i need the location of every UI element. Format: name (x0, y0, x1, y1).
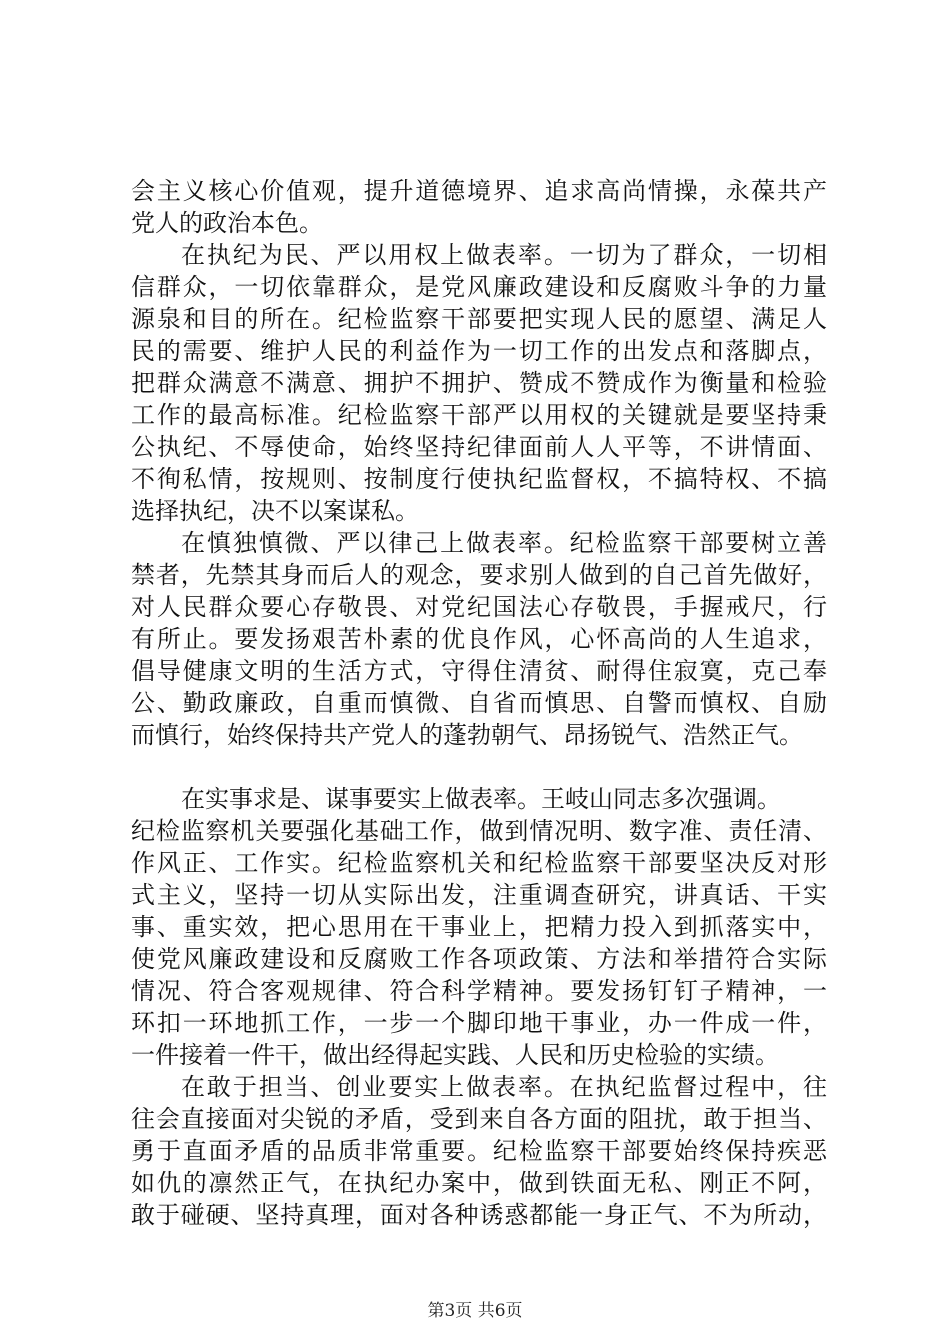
text-line: 一件接着一件干，做出经得起实践、人民和历史检验的实绩。 (131, 1041, 779, 1069)
text-line: 公、勤政廉政，自重而慎微、自省而慎思、自警而慎权、自励 (131, 689, 827, 717)
text-line: 作风正、工作实。纪检监察机关和纪检监察干部要坚决反对形 (131, 849, 827, 877)
paragraph (131, 239, 827, 527)
text-line: 而慎行，始终保持共产党人的蓬勃朝气、昂扬锐气、浩然正气。 (131, 721, 803, 749)
paragraph (131, 527, 827, 751)
text-line: 环扣一环地抓工作，一步一个脚印地干事业，办一件成一件， (131, 1009, 827, 1037)
text-line: 源泉和目的所在。纪检监察干部要把实现人民的愿望、满足人 (131, 305, 827, 333)
text-line: 事、重实效，把心思用在干事业上，把精力投入到抓落实中， (131, 913, 827, 941)
paragraph-spacer (131, 751, 827, 783)
text-line: 在敢于担当、创业要实上做表率。在执纪监督过程中，往 (181, 1073, 827, 1101)
text-line: 敢于碰硬、坚持真理，面对各种诱惑都能一身正气、不为所动， (131, 1201, 827, 1229)
text-line: 工作的最高标准。纪检监察干部严以用权的关键就是要坚持秉 (131, 401, 827, 429)
text-line: 倡导健康文明的生活方式，守得住清贫、耐得住寂寞，克己奉 (131, 657, 827, 685)
text-line: 在实事求是、谋事要实上做表率。王岐山同志多次强调。 (181, 785, 781, 813)
text-line: 对人民群众要心存敬畏、对党纪国法心存敬畏，手握戒尺，行 (131, 593, 827, 621)
text-line: 纪检监察机关要强化基础工作，做到情况明、数字准、责任清、 (131, 817, 827, 845)
page-number: 第3页 共6页 (427, 1301, 523, 1321)
text-line: 往会直接面对尖锐的矛盾，受到来自各方面的阻扰，敢于担当、 (131, 1105, 827, 1133)
text-line: 会主义核心价值观，提升道德境界、追求高尚情操，永葆共产 (131, 177, 827, 205)
text-line: 不徇私情，按规则、按制度行使执纪监督权，不搞特权、不搞 (131, 465, 827, 493)
text-line: 有所止。要发扬艰苦朴素的优良作风，心怀高尚的人生追求， (131, 625, 827, 653)
text-line: 勇于直面矛盾的品质非常重要。纪检监察干部要始终保持疾恶 (131, 1137, 827, 1165)
paragraph (131, 175, 827, 239)
paragraph (131, 1071, 827, 1231)
page-footer (0, 1300, 950, 1322)
text-line: 党人的政治本色。 (131, 209, 323, 237)
text-line: 民的需要、维护人民的利益作为一切工作的出发点和落脚点， (131, 337, 827, 365)
text-line: 在慎独慎微、严以律己上做表率。纪检监察干部要树立善 (181, 529, 827, 557)
text-line: 如仇的凛然正气，在执纪办案中，做到铁面无私、刚正不阿， (131, 1169, 827, 1197)
text-line: 信群众，一切依靠群众，是党风廉政建设和反腐败斗争的力量 (131, 273, 827, 301)
text-line: 选择执纪，决不以案谋私。 (131, 497, 419, 525)
text-line: 把群众满意不满意、拥护不拥护、赞成不赞成作为衡量和检验 (131, 369, 827, 397)
document-body (131, 175, 827, 1231)
text-line: 式主义，坚持一切从实际出发，注重调查研究，讲真话、干实 (131, 881, 827, 909)
paragraph (131, 783, 827, 1071)
text-line: 公执纪、不辱使命，始终坚持纪律面前人人平等，不讲情面、 (131, 433, 827, 461)
text-line: 在执纪为民、严以用权上做表率。一切为了群众，一切相 (181, 241, 827, 269)
text-line: 情况、符合客观规律、符合科学精神。要发扬钉钉子精神，一 (131, 977, 827, 1005)
text-line: 使党风廉政建设和反腐败工作各项政策、方法和举措符合实际 (131, 945, 827, 973)
text-line: 禁者，先禁其身而后人的观念，要求别人做到的自己首先做好， (131, 561, 827, 589)
